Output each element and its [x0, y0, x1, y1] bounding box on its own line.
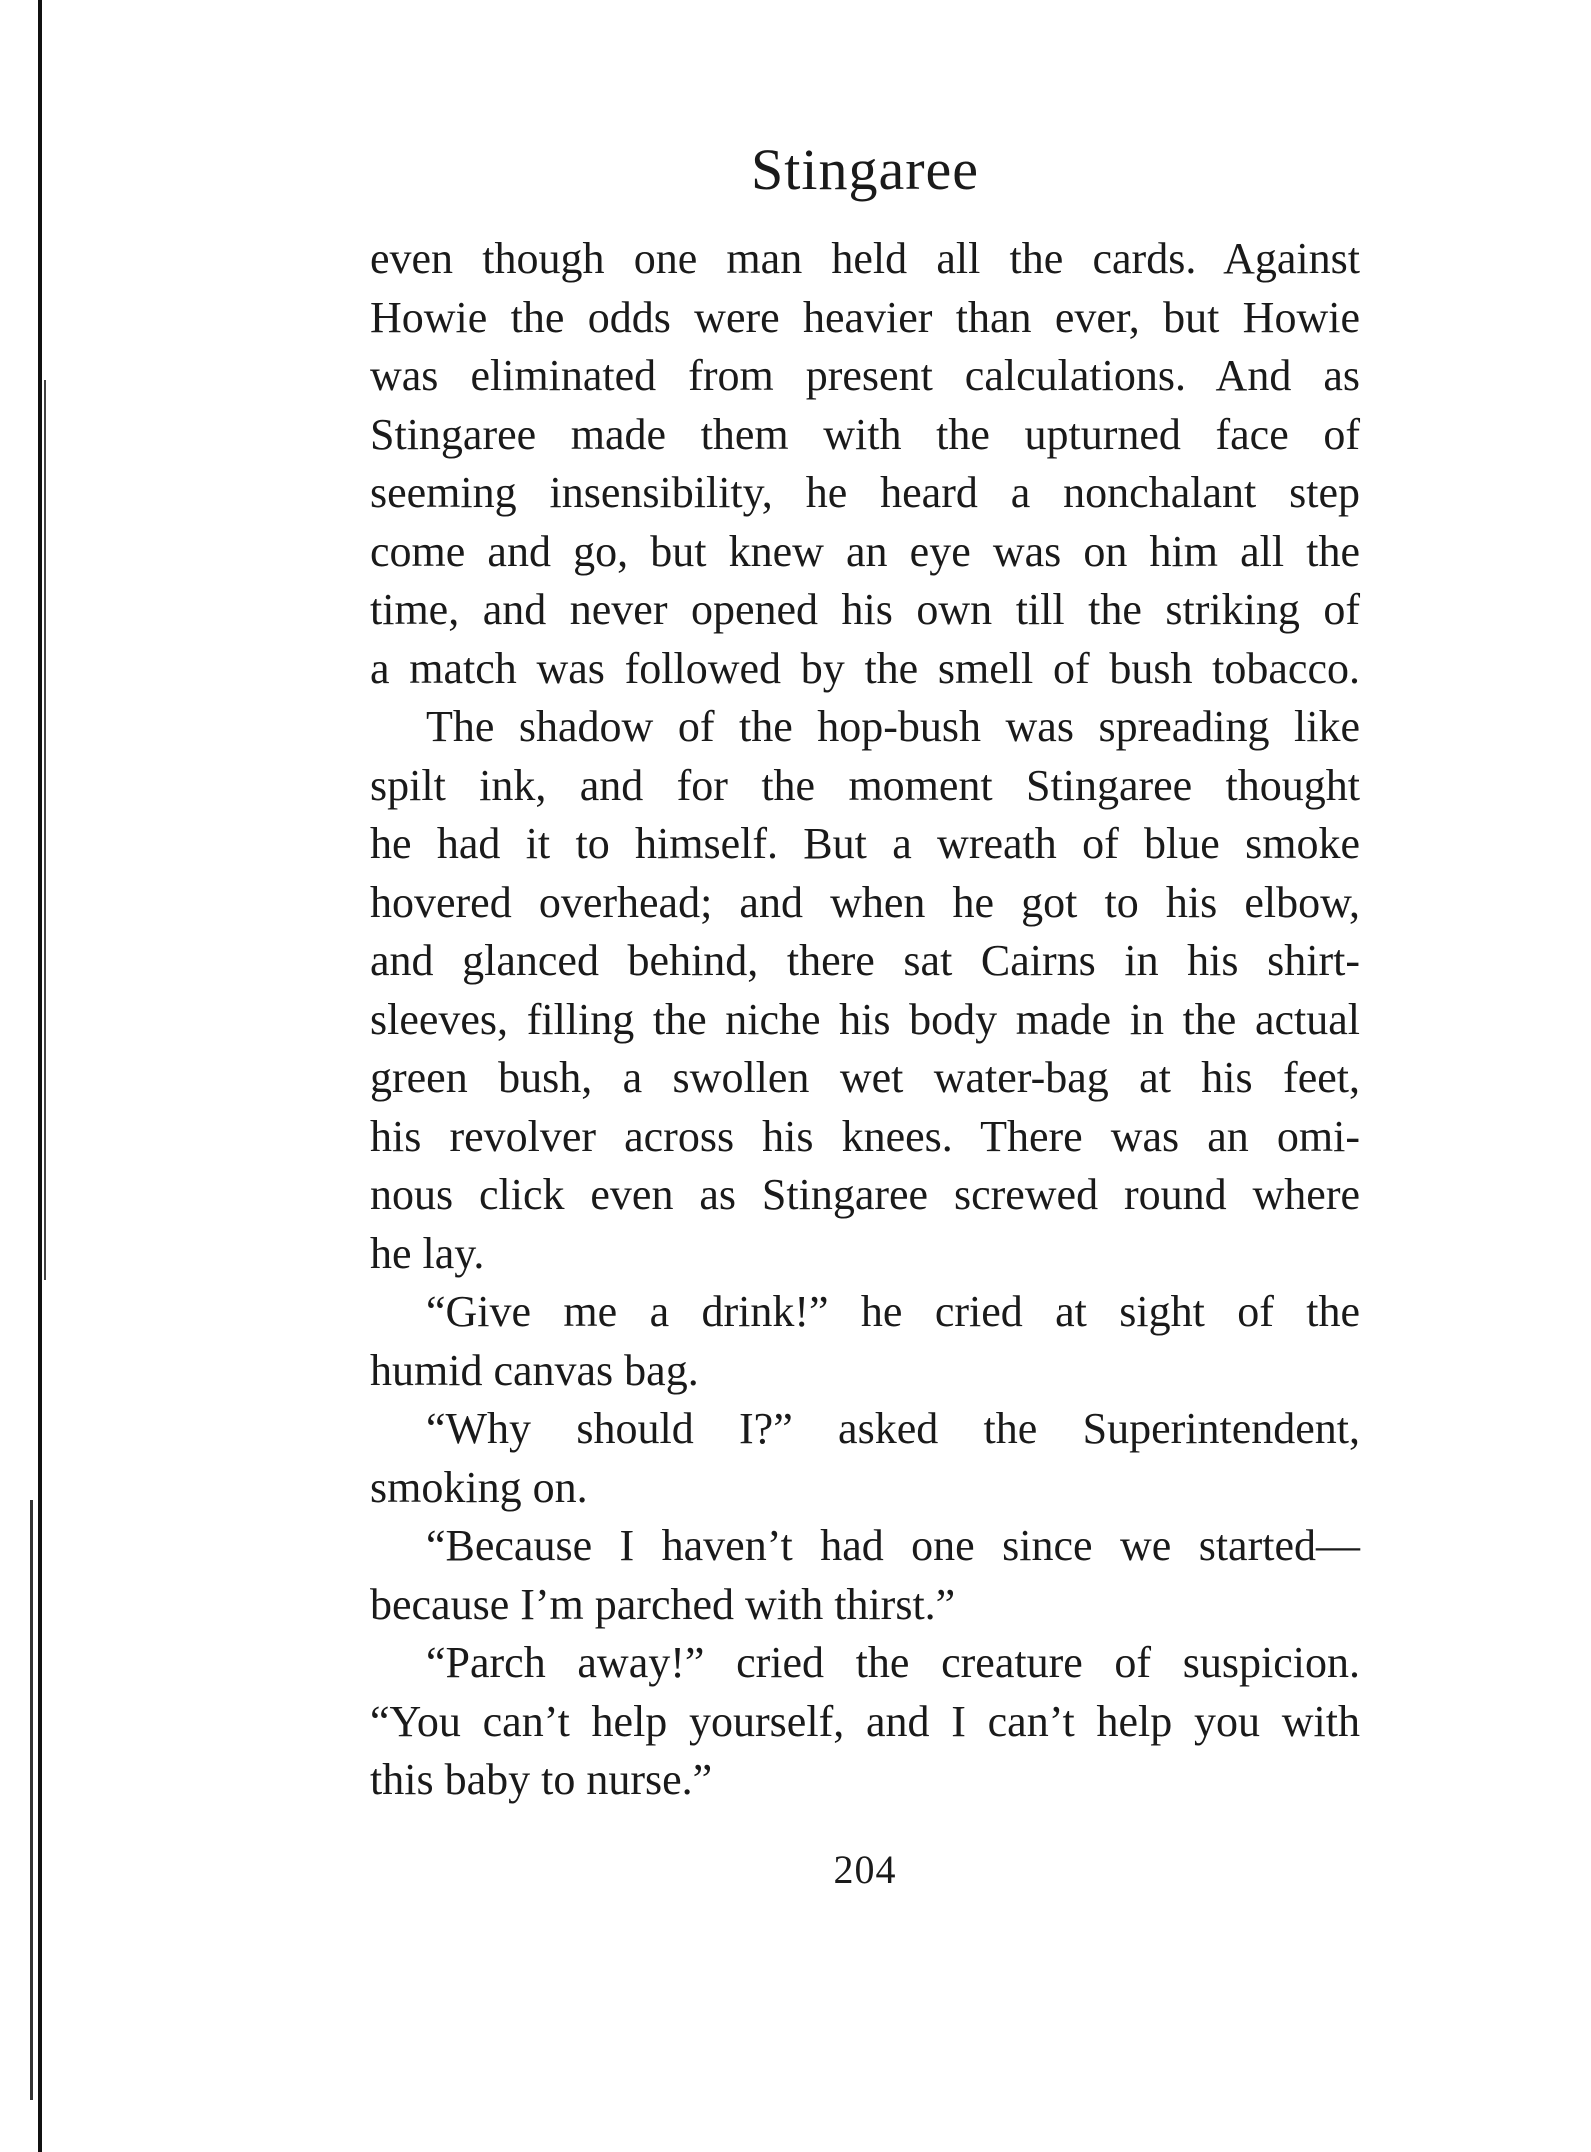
text-line: “Parch away!” cried the creature of suspicion.	[426, 1638, 1360, 1687]
text-line: time, and never opened his own till the striking of	[370, 585, 1360, 634]
text-line: Howie the odds were heavier than ever, but Howie	[370, 292, 1360, 342]
text-line: green bush, a swollen wet water-bag at his feet,	[370, 1053, 1360, 1102]
paragraph	[370, 1634, 1360, 1810]
running-head: Stingaree	[750, 137, 980, 202]
text-line: a match was followed by the smell of bush tobacco.	[370, 643, 1360, 693]
text-line: and glanced behind, there sat Cairns in his shirt-	[370, 936, 1360, 985]
text-line: “You can’t help yourself, and I can’t help you with	[370, 1696, 1360, 1746]
book-page	[370, 130, 1360, 1893]
text-line: nous click even as Stingaree screwed round where	[370, 1170, 1360, 1219]
text-line: he had it to himself. But a wreath of blue smoke	[370, 819, 1360, 868]
text-line: “Why should I?” asked the Superintendent,	[426, 1404, 1360, 1453]
page-number: 204	[833, 1846, 897, 1892]
text-line: The shadow of the hop-bush was spreading like	[426, 702, 1360, 751]
text-line: this baby to nurse.”	[370, 1755, 713, 1804]
text-line: was eliminated from present calculations. And as	[370, 351, 1360, 400]
paragraph	[370, 230, 1360, 698]
text-line: humid canvas bag.	[370, 1345, 699, 1395]
text-line: his revolver across his knees. There was an omi-	[370, 1111, 1360, 1161]
text-line: because I’m parched with thirst.”	[370, 1579, 956, 1629]
text-line: sleeves, filling the niche his body made in the actual	[370, 994, 1360, 1044]
text-line: hovered overhead; and when he got to his elbow,	[370, 877, 1360, 927]
text-line: seeming insensibility, he heard a nonchalant step	[370, 468, 1360, 517]
text-line: smoking on.	[370, 1462, 588, 1512]
text-line: spilt ink, and for the moment Stingaree thought	[370, 760, 1360, 810]
paragraph	[370, 698, 1360, 1283]
binding-line	[38, 0, 42, 2152]
paragraph	[370, 1283, 1360, 1400]
text-line: even though one man held all the cards. Against	[370, 234, 1360, 283]
text-line: “Give me a drink!” he cried at sight of the	[426, 1287, 1360, 1336]
binding-line	[44, 380, 46, 1280]
binding-line	[30, 1500, 33, 2100]
text-line: come and go, but knew an eye was on him all the	[370, 526, 1360, 576]
paragraph	[370, 1400, 1360, 1517]
paragraph	[370, 1517, 1360, 1634]
text-line: he lay.	[370, 1228, 485, 1278]
text-line: Stingaree made them with the upturned face of	[370, 409, 1360, 459]
text-line: “Because I haven’t had one since we started—	[426, 1521, 1360, 1570]
binding-edge	[0, 0, 52, 2152]
